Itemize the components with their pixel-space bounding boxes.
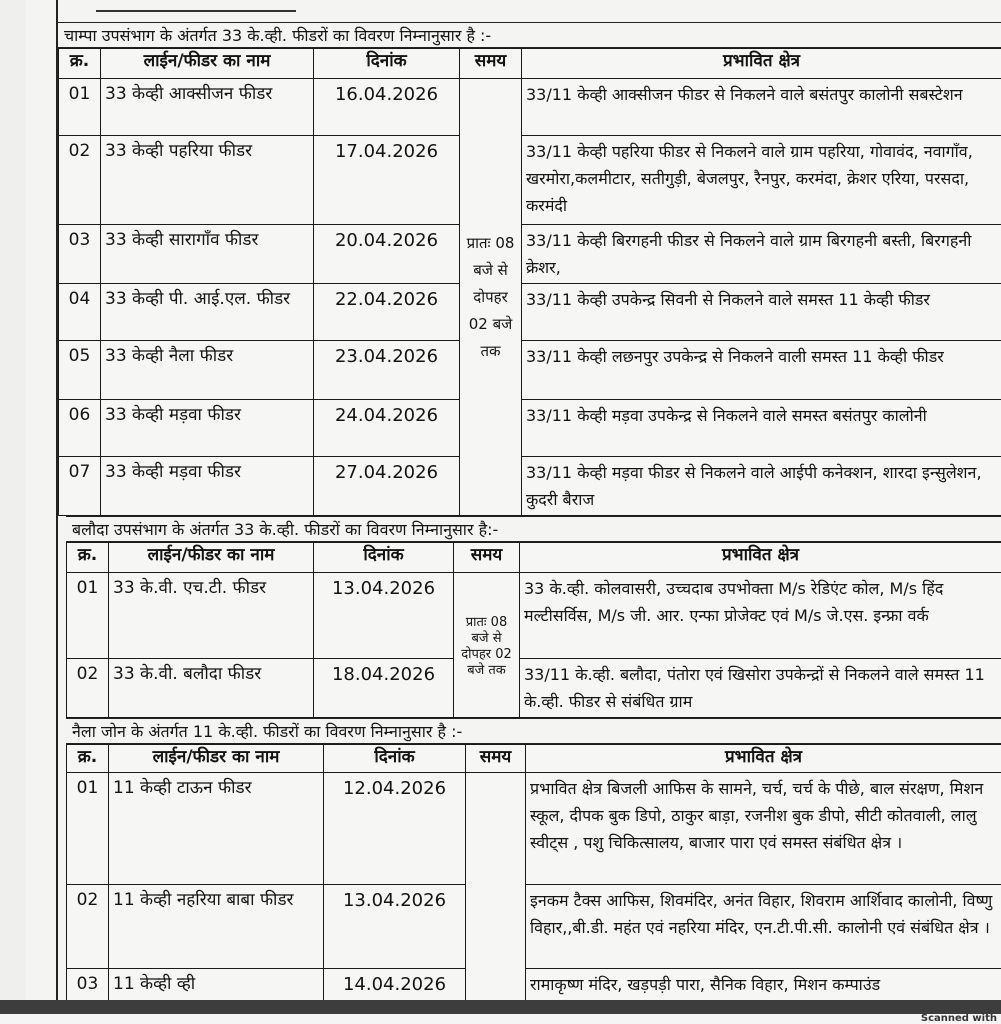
- row-date: 17.04.2026: [314, 136, 460, 225]
- row-time: प्रातः 08 बजे से दोपहर 02 बजे तक: [460, 79, 522, 516]
- header-affected-area: प्रभावित क्षेत्र: [520, 543, 1001, 573]
- table-header-row: [67, 543, 1001, 573]
- header-serial: क्र.: [67, 745, 109, 773]
- row-date: 23.04.2026: [314, 341, 460, 400]
- row-date: 16.04.2026: [314, 79, 460, 136]
- naila-feeder-table: [66, 744, 1001, 1000]
- header-feeder-name: लाईन/फीडर का नाम: [101, 49, 314, 79]
- row-serial: 01: [67, 573, 109, 659]
- row-affected-area: 33/11 केव्ही लछनपुर उपकेन्द्र से निकलने वाली समस्त 11 केव्ही फीडर: [522, 341, 1001, 400]
- table-row: [67, 969, 1001, 1001]
- document-sheet: [26, 0, 1001, 1000]
- row-serial: 06: [59, 400, 101, 457]
- row-date: 13.04.2026: [314, 573, 454, 659]
- row-affected-area: 33/11 केव्ही मड़वा उपकेन्द्र से निकलने वाले समस्त बसंतपुर कालोनी: [522, 400, 1001, 457]
- row-time: [466, 773, 526, 1001]
- section-heading-champa: चाम्पा उपसंभाग के अंतर्गत 33 के.व्ही. फीडरों का विवरण निम्नानुसार है :-: [58, 22, 1001, 48]
- header-time: समय: [454, 543, 520, 573]
- row-serial: 02: [67, 659, 109, 718]
- table-row: [59, 341, 1001, 400]
- baloda-feeder-table: [66, 542, 1001, 718]
- row-serial: 02: [67, 885, 109, 969]
- row-date: 20.04.2026: [314, 225, 460, 284]
- row-serial: 07: [59, 457, 101, 516]
- table-row: [67, 885, 1001, 969]
- row-affected-area: इनकम टैक्स आफिस, शिवमंदिर, अनंत विहार, शिवराम आर्शिवाद कालोनी, विष्णु विहार,,बी.डी. महंत एवं नहरिया मंदिर, एन.टी.पी.सी. कालोनी एवं संबंधित क्षेत्र ।: [526, 885, 1001, 969]
- header-serial: क्र.: [67, 543, 109, 573]
- row-feeder-name: 33 के.वी. एच.टी. फीडर: [109, 573, 314, 659]
- row-date: 24.04.2026: [314, 400, 460, 457]
- header-time: समय: [466, 745, 526, 773]
- row-feeder-name: 33 केव्ही आक्सीजन फीडर: [101, 79, 314, 136]
- table-row: [67, 573, 1001, 659]
- header-affected-area: प्रभावित क्षेत्र: [526, 745, 1001, 773]
- row-serial: 01: [59, 79, 101, 136]
- table-row: [59, 284, 1001, 341]
- row-feeder-name: 33 केव्ही मड़वा फीडर: [101, 457, 314, 516]
- scanner-bottom-base: [0, 1014, 1001, 1024]
- table-row: [59, 79, 1001, 136]
- champa-feeder-table: [58, 48, 1001, 516]
- scanner-watermark: Scanned with: [920, 1013, 997, 1024]
- row-date: 22.04.2026: [314, 284, 460, 341]
- row-date: 12.04.2026: [324, 773, 466, 885]
- row-date: 14.04.2026: [324, 969, 466, 1001]
- row-affected-area: 33/11 केव्ही मड़वा फीडर से निकलने वाले आईपी कनेक्शन, शारदा इन्सुलेशन, कुदरी बैराज: [522, 457, 1001, 516]
- row-affected-area: 33/11 केव्ही आक्सीजन फीडर से निकलने वाले बसंतपुर कालोनी सबस्टेशन: [522, 79, 1001, 136]
- table-row: [59, 136, 1001, 225]
- row-feeder-name: 11 केव्ही टाऊन फीडर: [109, 773, 324, 885]
- table-row: [67, 659, 1001, 718]
- section-heading-baloda: बलौदा उपसंभाग के अंतर्गत 33 के.व्ही. फीडरों का विवरण निम्नानुसार है:-: [66, 516, 1001, 542]
- row-affected-area: 33/11 केव्ही बिरगहनी फीडर से निकलने वाले ग्राम बिरगहनी बस्ती, बिरगहनी क्रेशर,: [522, 225, 1001, 284]
- row-affected-area: 33/11 केव्ही पहरिया फीडर से निकलने वाले ग्राम पहरिया, गोवावंद, नवागाँव, खरमोरा,कलमीटार, सतीगुड़ी, बेजलपुर, रैनपुर, करमंदा, क्रेशर एरिया, परसदा, करमंदी: [522, 136, 1001, 225]
- header-feeder-name: लाईन/फीडर का नाम: [109, 543, 314, 573]
- header-affected-area: प्रभावित क्षेत्र: [522, 49, 1001, 79]
- table-row: [59, 225, 1001, 284]
- header-date: दिनांक: [314, 49, 460, 79]
- row-serial: 02: [59, 136, 101, 225]
- row-date: 27.04.2026: [314, 457, 460, 516]
- row-feeder-name: 11 केव्ही नहरिया बाबा फीडर: [109, 885, 324, 969]
- table-row: [67, 773, 1001, 885]
- table-header-row: [67, 745, 1001, 773]
- row-affected-area: 33 के.व्ही. कोलवासरी, उच्चदाब उपभोक्ता M/s रेडिएंट कोल, M/s हिंद मल्टीसर्विस, M/s जी. आर. एन्फा प्रोजेक्ट एवं M/s जे.एस. इन्फ्रा वर्क: [520, 573, 1001, 659]
- row-feeder-name: 33 केव्ही मड़वा फीडर: [101, 400, 314, 457]
- row-affected-area: 33/11 केव्ही उपकेन्द्र सिवनी से निकलने वाले समस्त 11 केव्ही फीडर: [522, 284, 1001, 341]
- table-header-row: [59, 49, 1001, 79]
- row-affected-area: प्रभावित क्षेत्र बिजली आफिस के सामने, चर्च, चर्च के पीछे, बाल संरक्षण, मिशन स्कूल, दीपक बुक डिपो, ठाकुर बाड़ा, रजनीश बुक डीपो, सीटी कोतवाली, लालु स्वीट्स , पशु चिकित्सालय, बाजार पारा एवं समस्त संबंधित क्षेत्र ।: [526, 773, 1001, 885]
- row-affected-area: रामाकृष्ण मंदिर, खड़पड़ी पारा, सैनिक विहार, मिशन कम्पाउंड: [526, 969, 1001, 1001]
- row-serial: 03: [67, 969, 109, 1001]
- row-date: 13.04.2026: [324, 885, 466, 969]
- header-date: दिनांक: [314, 543, 454, 573]
- row-affected-area: 33/11 के.व्ही. बलौदा, पंतोरा एवं खिसोरा उपकेन्द्रों से निकलने वाले समस्त 11 के.व्ही. फीडर से संबंधित ग्राम: [520, 659, 1001, 718]
- row-feeder-name: 33 के.वी. बलौदा फीडर: [109, 659, 314, 718]
- row-serial: 05: [59, 341, 101, 400]
- row-serial: 03: [59, 225, 101, 284]
- table-row: [59, 457, 1001, 516]
- table-row: [59, 400, 1001, 457]
- scanner-bottom-band: [0, 1000, 1001, 1014]
- header-date: दिनांक: [324, 745, 466, 773]
- row-serial: 01: [67, 773, 109, 885]
- row-feeder-name: 11 केव्ही व्ही: [109, 969, 324, 1001]
- header-time: समय: [460, 49, 522, 79]
- top-cutoff-strip: [96, 0, 296, 12]
- row-serial: 04: [59, 284, 101, 341]
- row-feeder-name: 33 केव्ही पी. आई.एल. फीडर: [101, 284, 314, 341]
- row-feeder-name: 33 केव्ही नैला फीडर: [101, 341, 314, 400]
- section-heading-naila: नैला जोन के अंतर्गत 11 के.व्ही. फीडरों का विवरण निम्नानुसार है :-: [66, 718, 1001, 744]
- row-date: 18.04.2026: [314, 659, 454, 718]
- header-serial: क्र.: [59, 49, 101, 79]
- row-time: प्रातः 08 बजे से दोपहर 02 बजे तक: [454, 573, 520, 718]
- row-feeder-name: 33 केव्ही सारागाँव फीडर: [101, 225, 314, 284]
- row-feeder-name: 33 केव्ही पहरिया फीडर: [101, 136, 314, 225]
- header-feeder-name: लाईन/फीडर का नाम: [109, 745, 324, 773]
